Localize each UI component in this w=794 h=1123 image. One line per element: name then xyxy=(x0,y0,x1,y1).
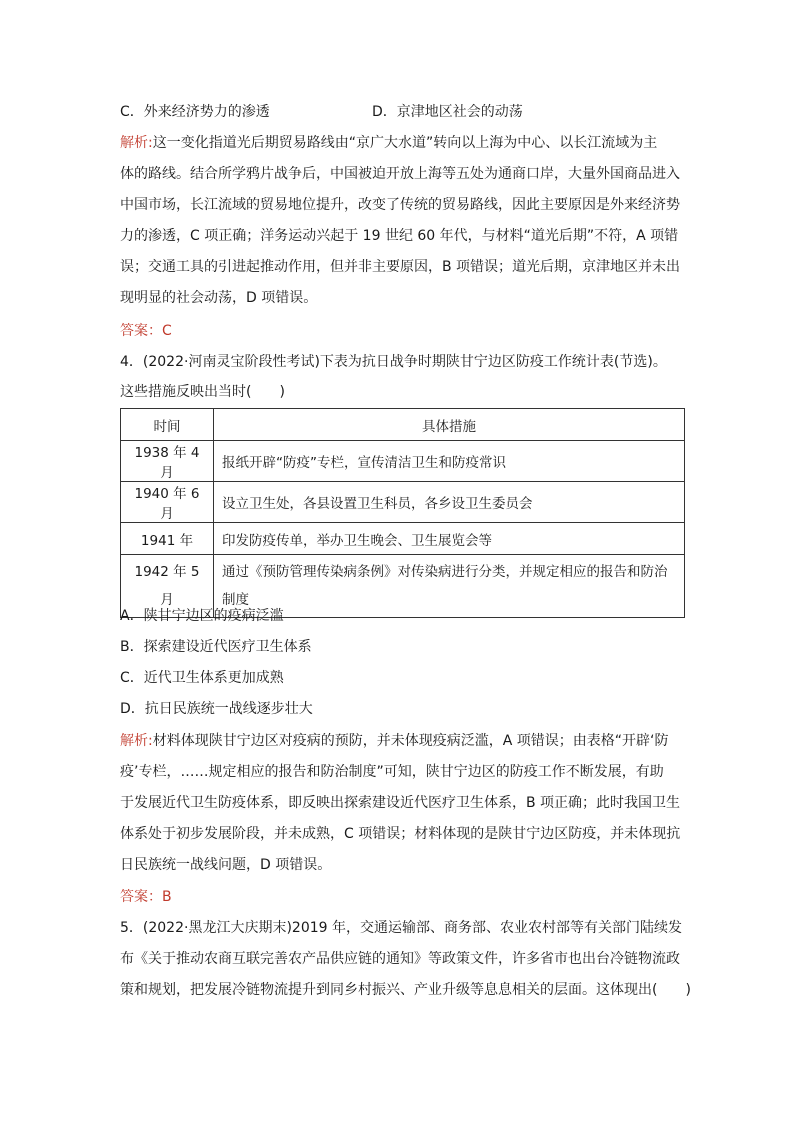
table-header-row xyxy=(121,409,685,441)
table-cell-time: 1941 年 xyxy=(121,523,214,555)
q3-analysis-line: 误；交通工具的引进起推动作用，但并非主要原因，B 项错误；道光后期，京津地区并未出 xyxy=(120,259,681,275)
q5-stem-line: 5．(2022·黑龙江大庆期末)2019 年，交通运输部、商务部、农业农村部等有关部门陆续发 xyxy=(120,920,682,936)
table-cell-time: 1938 年 4 月 xyxy=(121,441,214,482)
q4-analysis-line: 解析:材料体现陕甘宁边区对疫病的预防，并未体现疫病泛滥，A 项错误；由表格“开辟‘防 xyxy=(120,733,669,749)
table-header-measures: 具体措施 xyxy=(214,409,685,441)
table-row xyxy=(121,523,685,555)
q5-stem-line: 策和规划，把发展冷链物流提升到同乡村振兴、产业升级等息息相关的层面。这体现出( ) xyxy=(120,982,691,998)
table-header-time: 时间 xyxy=(121,409,214,441)
table-cell-measure: 设立卫生处，各县设置卫生科员，各乡设卫生委员会 xyxy=(214,482,685,523)
table-row xyxy=(121,441,685,482)
q4-analysis-line: 日民族统一战线问题，D 项错误。 xyxy=(120,857,332,873)
q4-option-b: B．探索建设近代医疗卫生体系 xyxy=(120,639,312,655)
epidemic-prevention-table xyxy=(120,408,685,618)
table-cell-time: 1940 年 6 月 xyxy=(121,482,214,523)
q4-stem-line: 这些措施反映出当时( ) xyxy=(120,384,285,400)
q3-analysis-line: 中国市场，长江流域的贸易地位提升，改变了传统的贸易路线，因此主要原因是外来经济势 xyxy=(120,197,680,213)
q4-option-c: C．近代卫生体系更加成熟 xyxy=(120,670,284,686)
analysis-label: 解析: xyxy=(120,733,153,749)
q4-option-a: A．陕甘宁边区的疫病泛滥 xyxy=(120,608,284,624)
q4-analysis-line: 体系处于初步发展阶段，并未成熟，C 项错误；材料体现的是陕甘宁边区防疫，并未体现抗 xyxy=(120,826,681,842)
q3-analysis-line: 现明显的社会动荡，D 项错误。 xyxy=(120,290,318,306)
q3-option-c: C．外来经济势力的渗透 xyxy=(120,104,270,120)
q4-option-d: D．抗日民族统一战线逐步壮大 xyxy=(120,701,313,717)
q3-analysis-line: 解析:这一变化指道光后期贸易路线由“京广大水道”转向以上海为中心、以长江流域为主 xyxy=(120,135,658,151)
table-row xyxy=(121,482,685,523)
q4-answer: 答案：B xyxy=(120,889,172,905)
q4-analysis-line: 于发展近代卫生防疫体系，即反映出探索建设近代医疗卫生体系，B 项正确；此时我国卫生 xyxy=(120,795,681,811)
q4-stem-line: 4．(2022·河南灵宝阶段性考试)下表为抗日战争时期陕甘宁边区防疫工作统计表(节选)。 xyxy=(120,354,667,370)
table-cell-time: 1942 年 5 月 xyxy=(121,555,214,618)
q3-analysis-line: 力的渗透，C 项正确；洋务运动兴起于 19 世纪 60 年代，与材料“道光后期”不符，A 项错 xyxy=(120,228,679,244)
q4-analysis-line: 疫’专栏，……规定相应的报告和防治制度”可知，陕甘宁边区的防疫工作不断发展，有助 xyxy=(120,764,664,780)
q3-answer: 答案：C xyxy=(120,323,172,339)
q5-stem-line: 布《关于推动农商互联完善农产品供应链的通知》等政策文件，许多省市也出台冷链物流政 xyxy=(120,951,680,967)
analysis-label: 解析: xyxy=(120,135,153,151)
q3-analysis-line: 体的路线。结合所学鸦片战争后，中国被迫开放上海等五处为通商口岸，大量外国商品进入 xyxy=(120,166,680,182)
q3-option-d: D．京津地区社会的动荡 xyxy=(372,104,523,120)
table-cell-measure: 通过《预防管理传染病条例》对传染病进行分类，并规定相应的报告和防治制度 xyxy=(214,555,685,618)
table-cell-measure: 印发防疫传单，举办卫生晚会、卫生展览会等 xyxy=(214,523,685,555)
table-cell-measure: 报纸开辟“防疫”专栏，宣传清洁卫生和防疫常识 xyxy=(214,441,685,482)
